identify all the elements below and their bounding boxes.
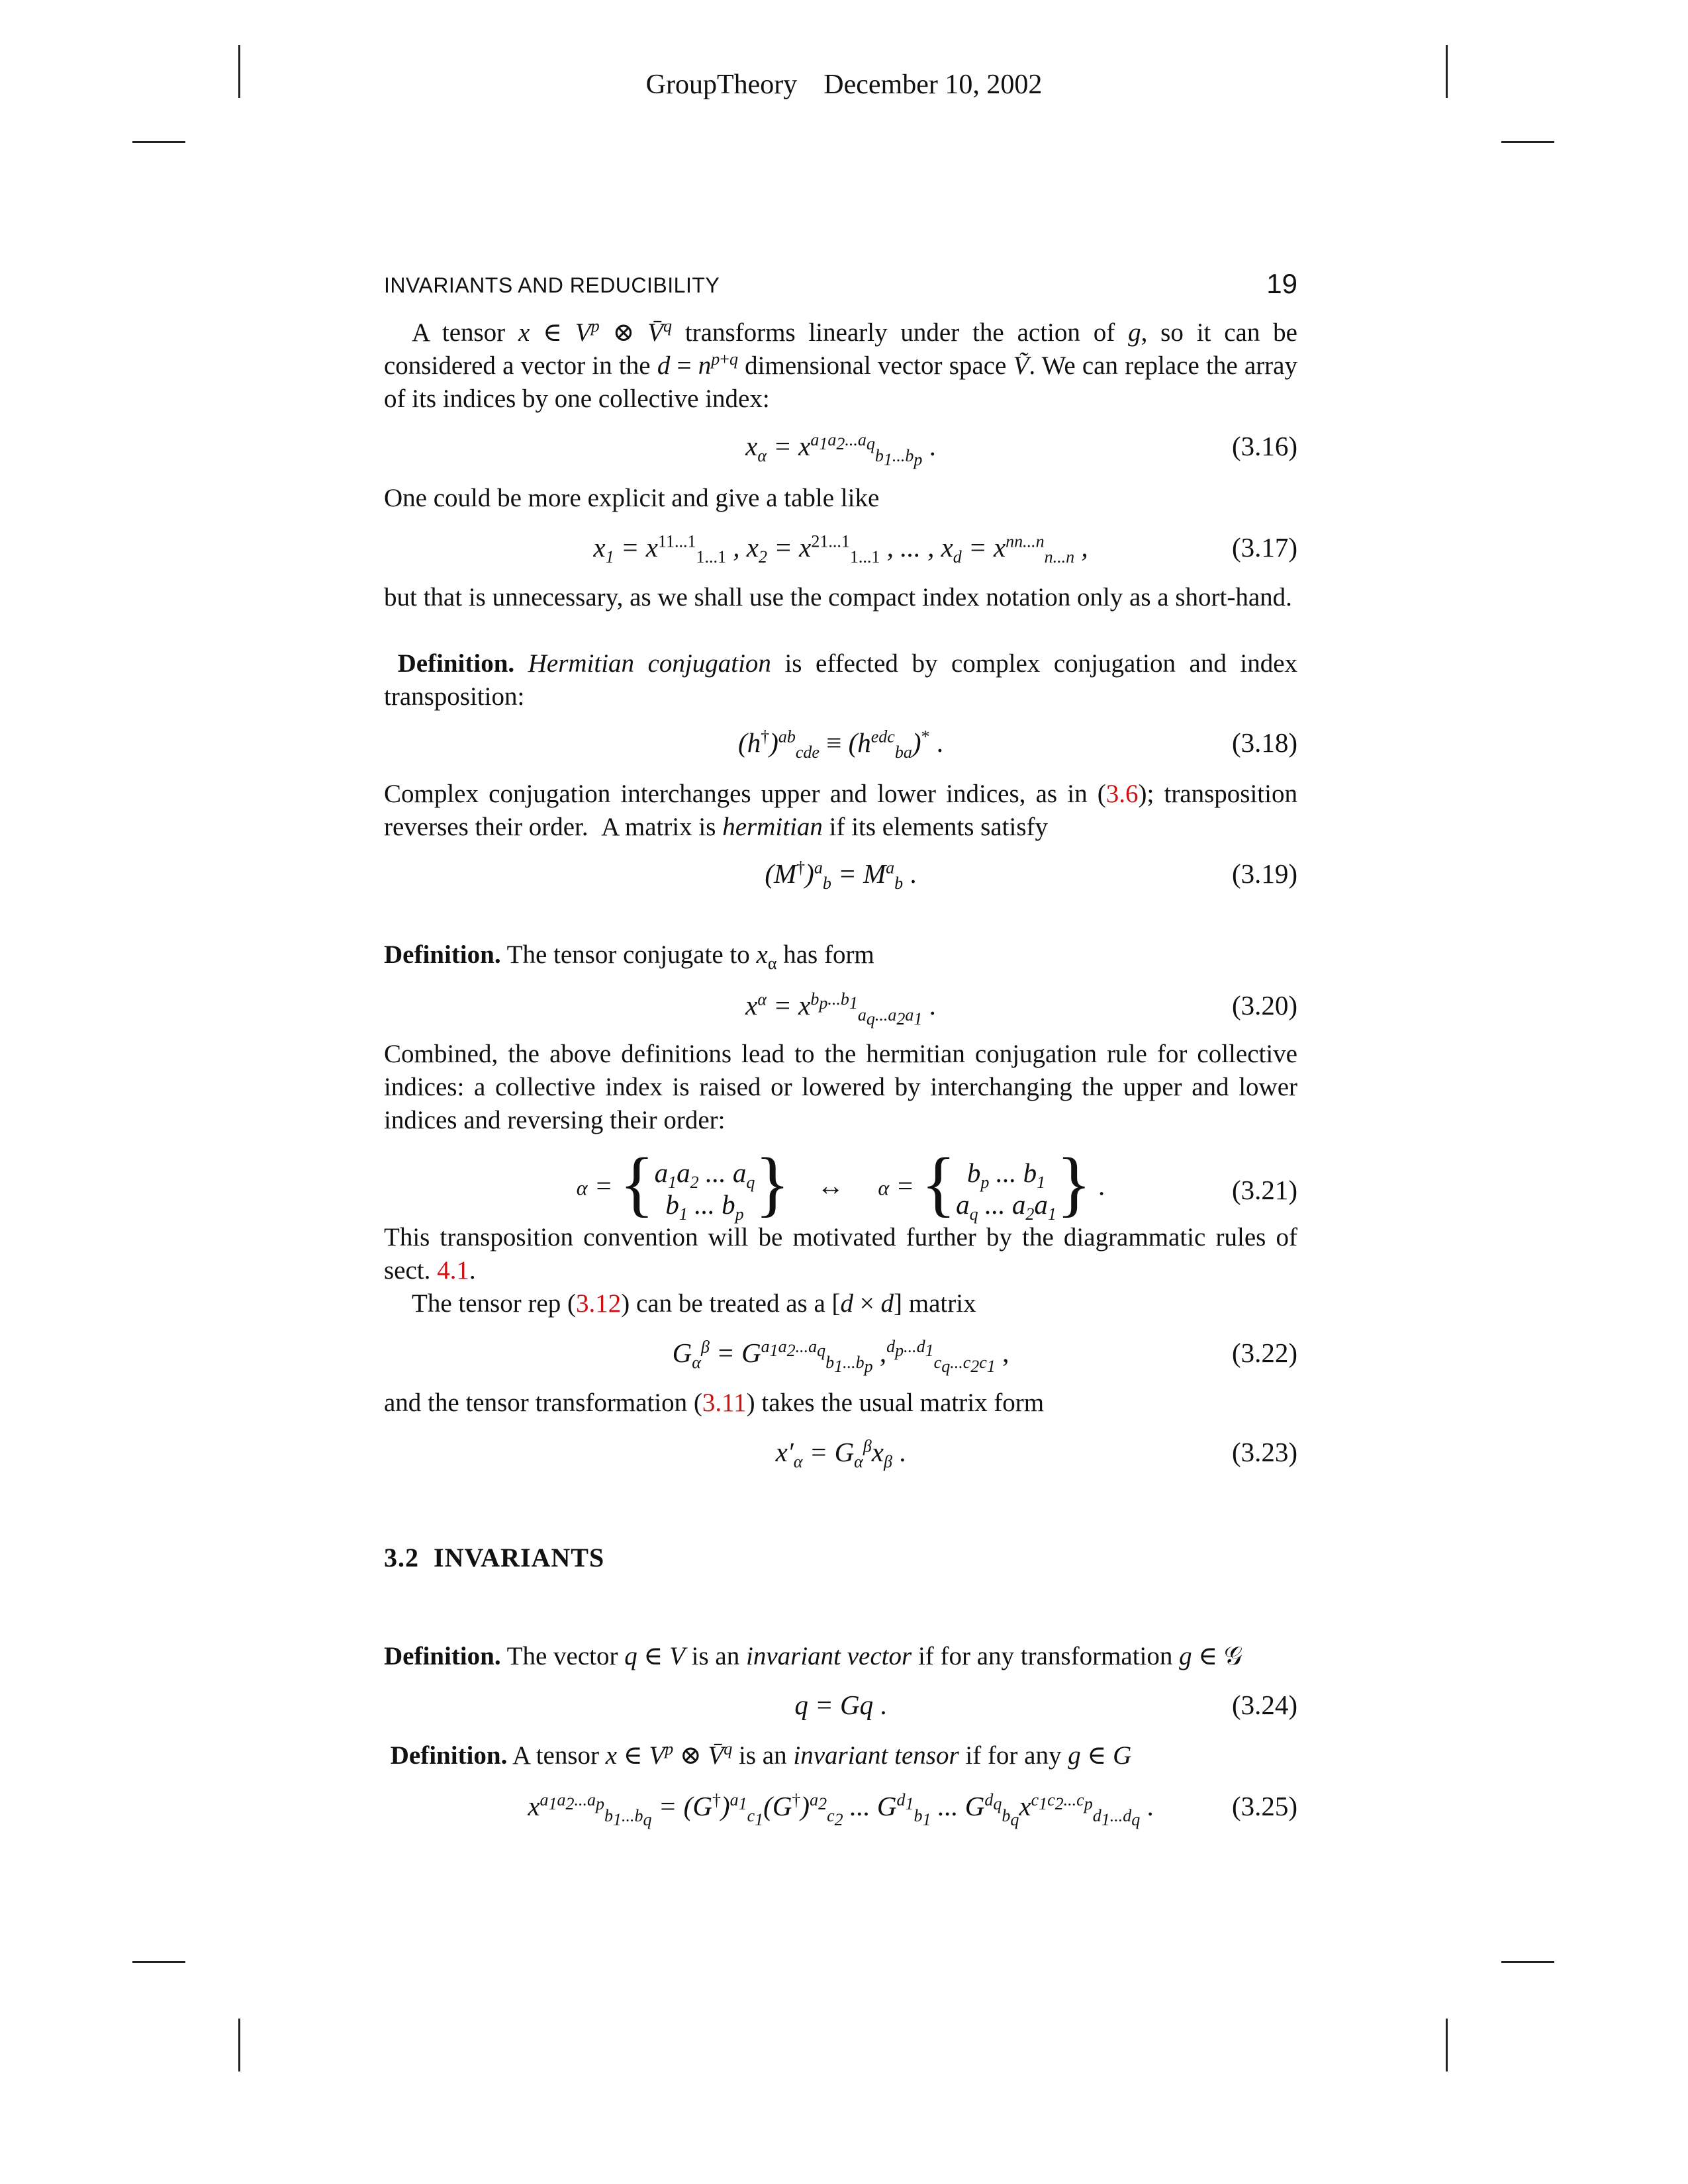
- paragraph: Definition. Hermitian conjugation is effected by complex conjugation and index transposition:: [384, 649, 1298, 711]
- equation: q = Gq . (3.24): [794, 1690, 1297, 1720]
- section-title: INVARIANTS: [434, 1543, 605, 1572]
- running-head-title: INVARIANTS AND REDUCIBILITY: [384, 273, 720, 297]
- paragraph: Definition. The tensor conjugate to $x_\alpha$ has form: [384, 940, 874, 973]
- running-head: [384, 268, 1297, 308]
- equation: $x'_\alpha = G_\alpha^\beta x_\beta$ . (3.23): [775, 1436, 1297, 1472]
- equation-number: (3.17): [1231, 532, 1297, 563]
- equation-ref[interactable]: 3.6: [1105, 780, 1139, 808]
- paragraph: Definition. The vector q ∈ V is an invariant vector if for any transformation g ∈ 𝒢: [384, 1642, 1243, 1670]
- paragraph: and the tensor transformation (3.11) takes the usual matrix form: [384, 1388, 1045, 1417]
- equation-number: (3.22): [1231, 1338, 1297, 1368]
- section-ref[interactable]: 4.1: [437, 1256, 469, 1285]
- definition-label: Definition.: [390, 1741, 508, 1770]
- equation: $x^\alpha = x^{b_p...b_1}_{a_q...a_2a_1}$ . (3.20): [745, 989, 1297, 1029]
- equation: $G_\alpha^\beta = G^{a_1a_2...a_q}_{b_1...b_p}$ ,$^{d_p...d_1}_{c_q...c_2c_1}$ , (3.22): [672, 1337, 1297, 1377]
- crop-mark: [1501, 141, 1554, 143]
- equation: $x_\alpha = x^{a_1a_2...a_q}_{b_1...b_p}$ . (3.16): [745, 430, 1297, 470]
- page-banner: [0, 69, 1688, 101]
- paragraph: This transposition convention will be motivated further by the diagrammatic rules of sect. 4.1.: [384, 1223, 1297, 1285]
- equation: $(h^\dagger)^{ab}_{cde} \equiv (h^{edc}_{ba})^*$ . (3.18): [738, 727, 1297, 762]
- equation: $x^{a_1a_2...a_p}_{b_1...b_q} = (G^\dagger)^{a_1}_{c_1}(G^\dagger)^{a_2}_{c_2}$ ... $G^{d_1}_{b_1}$ ... $G^{d_q}_{b_q}x^{c_1c_2...c_p}_{d_1...d_q}$ . (3.25): [528, 1790, 1297, 1830]
- crop-mark: [238, 2019, 240, 2071]
- equation-number: (3.16): [1231, 431, 1297, 461]
- crop-mark: [132, 141, 185, 143]
- equation-number: (3.19): [1231, 858, 1297, 889]
- equation-number: (3.25): [1231, 1791, 1297, 1821]
- book-title: GroupTheory: [645, 69, 798, 100]
- paragraph: Combined, the above definitions lead to the hermitian conjugation rule for collective indices: a collective index is raised or lowered by interchanging the upper and lower indices and reversing their order:: [384, 1040, 1297, 1134]
- equation-number: (3.23): [1231, 1437, 1297, 1467]
- section-heading: [384, 1542, 604, 1573]
- page-number: 19: [1266, 268, 1297, 299]
- banner-date: December 10, 2002: [823, 69, 1043, 100]
- paragraph: Complex conjugation interchanges upper and lower indices, as in (3.6); transposition reverses their order. A matrix is hermitian if its elements satisfy: [384, 780, 1297, 841]
- paragraph: A tensor x ∈ $V^p$ ⊗ V̄$^q$ transforms linearly under the action of g, so it can be considered a vector in the $d = n^{p+q}$ dimensional vector space Ṽ. We can replace the array of its indices by one collective index:: [384, 316, 1297, 413]
- equation-number: (3.20): [1231, 990, 1297, 1021]
- crop-mark: [1501, 1961, 1554, 1963]
- equation: $\alpha = \{a_1a_2$ ... $a_q$ $b_1$ ... $b_p$ } ↔ α = { $b_p$ ... $b_1$ $a_q$ ... $a_2a_1$} . (3.21): [576, 1143, 1297, 1224]
- paragraph: Definition. A tensor x ∈ $V^p$ ⊗ V̄$^q$ is an invariant tensor if for any g ∈ G: [390, 1739, 1132, 1770]
- equation: $x_1 = x^{11...1}_{1...1}$ , $x_2 = x^{21...1}_{1...1}$ , ... , $x_d = x^{nn...n}_{n...n}$ , (3.17): [593, 531, 1297, 567]
- paragraph: One could be more explicit and give a table like: [384, 484, 880, 512]
- definition-label: Definition.: [384, 940, 501, 969]
- crop-mark: [1446, 2019, 1448, 2071]
- crop-mark: [132, 1961, 185, 1963]
- equation-number: (3.18): [1231, 727, 1297, 758]
- equation-number: (3.24): [1231, 1690, 1297, 1720]
- definition-label: Definition.: [397, 649, 515, 678]
- equation-ref[interactable]: 3.11: [702, 1388, 747, 1417]
- paragraph: The tensor rep (3.12) can be treated as a [d × d] matrix: [412, 1289, 976, 1318]
- equation-ref[interactable]: 3.12: [575, 1289, 622, 1318]
- equation-number: (3.21): [1231, 1175, 1297, 1205]
- equation: $(M^\dagger)^a_b = M^a_b$ . (3.19): [765, 858, 1297, 893]
- section-number: 3.2: [384, 1543, 419, 1572]
- definition-label: Definition.: [384, 1642, 501, 1670]
- paragraph: but that is unnecessary, as we shall use the compact index notation only as a short-hand.: [384, 583, 1292, 612]
